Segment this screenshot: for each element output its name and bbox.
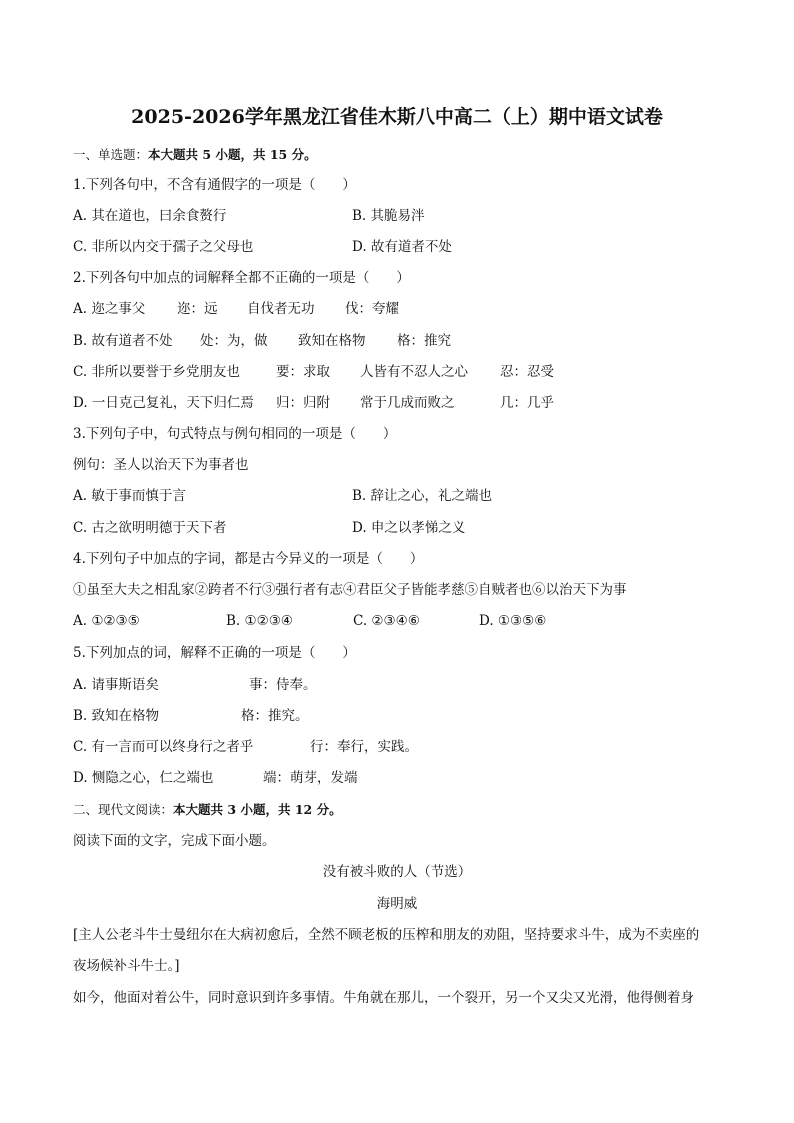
q2-b-sentence-2: 致知在格物 [298,333,366,349]
q2-b-gloss-1: 处：为，做 [200,333,268,349]
section-1-num-questions: 5 [202,147,212,162]
passage-title: 没有被斗败的人（节选） [322,864,472,880]
q2-c-gloss-1: 要：求取 [276,364,330,380]
q5-option-a [73,676,317,694]
exam-title: 2025-2026学年黑龙江省佳木斯八中高二（上）期中语文试卷 [131,106,663,128]
section-2-num-questions: 3 [227,802,237,817]
q2-b-sentence-1: B. 故有道者不处 [73,333,173,349]
q5-d-gloss: 端：萌芽，发端 [263,770,358,786]
section-1-prefix: 一、单选题： [73,147,149,162]
q2-d-gloss-2: 几：几乎 [500,395,554,411]
q2-c-sentence-1: C. 非所以要誉于乡党朋友也 [73,364,240,380]
q1-option-d: D. 故有道者不处 [352,239,452,255]
q5-b-sentence: B. 致知在格物 [73,708,160,724]
q4-stem: 4.下列句子中加点的字词，都是古今异义的一项是（ ） [73,551,424,567]
q3-option-b: B. 辞让之心，礼之端也 [352,488,493,504]
passage-paragraph-1: 如今，他面对着公牛，同时意识到许多事情。牛角就在那儿，一个裂开，另一个又尖又光滑，他得侧着身 [73,990,694,1006]
q5-a-sentence: A. 请事斯语矣 [73,677,159,693]
q5-c-sentence: C. 有一言而可以终身行之者乎 [73,739,254,755]
q2-option-c [73,363,554,381]
q5-option-c [73,738,418,756]
q2-c-gloss-2: 忍：忍受 [500,364,554,380]
q2-d-sentence-2: 常于几成而败之 [360,395,455,411]
passage-intro-line-2: 夜场候补斗牛士。] [73,958,180,974]
section-1-desc-a: 本大题共 [148,147,199,162]
section-1-desc-c: 分。 [291,147,317,162]
q1-option-b: B. 其脆易泮 [352,208,425,224]
section-2-prefix: 二、现代文阅读： [73,802,174,817]
q5-a-gloss: 事：侍奉。 [249,677,317,693]
q1-option-a: A. 其在道也，曰余食赘行 [73,208,227,224]
q3-example: 例句：圣人以治天下为事者也 [73,457,249,473]
section-2-desc-a: 本大题共 [173,802,224,817]
q4-option-c: C. ②③④⑥ [353,613,420,629]
q1-option-c: C. 非所以内交于孺子之父母也 [73,239,254,255]
section-1-desc-b: 小题，共 [215,147,266,162]
q3-option-c: C. 古之欲明明德于天下者 [73,520,227,536]
q5-option-b [73,707,309,725]
q4-items: ①虽至大夫之相乱家②跨者不行③强行者有志④君臣父子皆能孝慈⑤自贼者也⑥以治天下为事 [73,582,627,598]
q2-option-b [73,332,451,350]
q2-d-sentence-1: D. 一日克己复礼，天下归仁焉 [73,395,254,411]
section-2-desc-c: 分。 [316,802,342,817]
q3-option-a: A. 敏于事而慎于言 [73,488,186,504]
q5-c-gloss: 行：奉行，实践。 [310,739,418,755]
q5-stem: 5.下列加点的词，解释不正确的一项是（ ） [73,645,356,661]
q2-option-a [73,300,399,318]
q2-stem: 2.下列各句中加点的词解释全都不正确的一项是（ ） [73,270,410,286]
section-1-header [73,146,317,164]
q2-d-gloss-1: 归：归附 [276,395,330,411]
q4-options [73,612,546,630]
reading-instruction: 阅读下面的文字，完成下面小题。 [73,833,276,849]
q1-stem: 1.下列各句中，不含有通假字的一项是（ ） [73,177,356,193]
passage-intro-line-1: [主人公老斗牛士曼纽尔在大病初愈后，全然不顾老板的压榨和朋友的劝阻，坚持要求斗牛，成为不卖座的 [73,927,700,943]
passage-author: 海明威 [376,896,418,912]
q2-a-gloss-1: 迩：远 [177,301,218,317]
q3-stem: 3.下列句子中，句式特点与例句相同的一项是（ ） [73,426,397,442]
q2-c-sentence-2: 人皆有不忍人之心 [360,364,468,380]
section-2-desc-b: 小题，共 [240,802,291,817]
q4-option-b: B. ①②③④ [226,613,293,629]
section-1-points: 15 [269,147,288,162]
q2-a-sentence-1: A. 迩之事父 [73,301,146,317]
section-2-points: 12 [294,802,313,817]
q5-option-d [73,769,358,787]
q4-option-d: D. ①③⑤⑥ [479,613,547,629]
q2-a-gloss-2: 伐：夸耀 [345,301,399,317]
q2-b-gloss-2: 格：推究 [397,333,451,349]
q5-d-sentence: D. 恻隐之心，仁之端也 [73,770,214,786]
q5-b-gloss: 格：推究。 [241,708,309,724]
q4-option-a: A. ①②③⑤ [73,613,140,629]
q2-option-d [73,394,554,412]
section-2-header [73,801,342,819]
q3-option-d: D. 申之以孝悌之义 [352,520,466,536]
q2-a-sentence-2: 自伐者无功 [247,301,315,317]
